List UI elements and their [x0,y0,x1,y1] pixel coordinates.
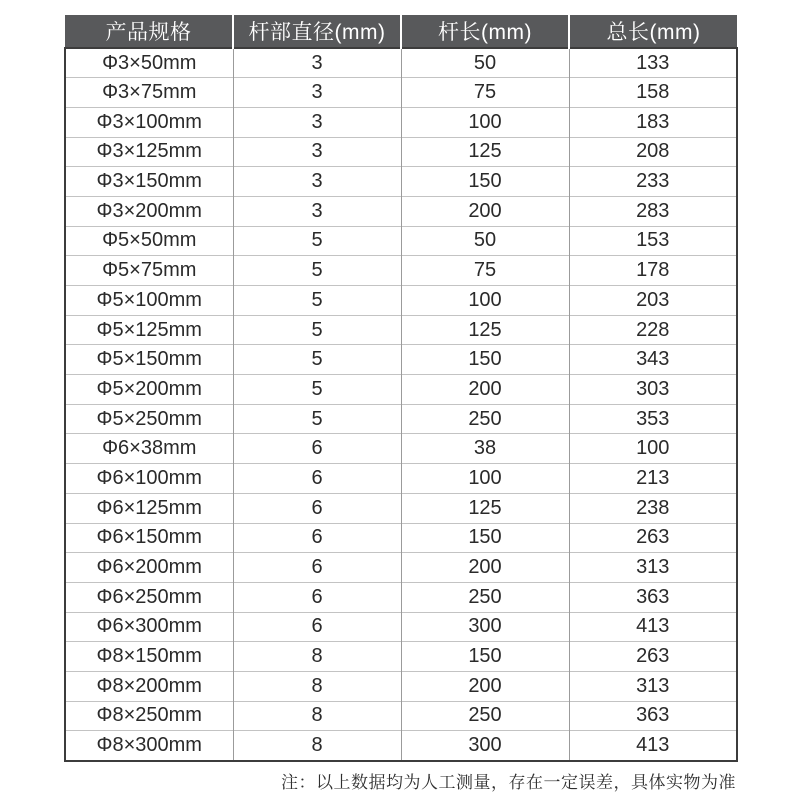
total-length-cell: 303 [569,375,737,405]
rod-length-cell: 100 [401,286,569,316]
rod-length-cell: 150 [401,523,569,553]
rod-length-cell: 200 [401,553,569,583]
diameter-cell: 6 [233,523,401,553]
spec-cell: Φ5×250mm [65,404,233,434]
rod-length-cell: 250 [401,701,569,731]
diameter-cell: 5 [233,345,401,375]
rod-length-cell: 300 [401,612,569,642]
spec-cell: Φ5×100mm [65,286,233,316]
diameter-cell: 5 [233,375,401,405]
table-row [65,523,737,553]
diameter-cell: 8 [233,671,401,701]
table-row [65,196,737,226]
total-length-cell: 213 [569,464,737,494]
table-row [65,137,737,167]
rod-length-cell: 200 [401,671,569,701]
rod-length-cell: 300 [401,731,569,761]
spec-cell: Φ5×150mm [65,345,233,375]
header-rod-length: 杆长(mm) [401,15,569,48]
spec-cell: Φ6×300mm [65,612,233,642]
diameter-cell: 3 [233,137,401,167]
total-length-cell: 413 [569,612,737,642]
spec-table-header [65,15,737,48]
spec-cell: Φ3×75mm [65,78,233,108]
rod-length-cell: 125 [401,493,569,523]
table-row [65,464,737,494]
diameter-cell: 6 [233,434,401,464]
rod-length-cell: 75 [401,78,569,108]
total-length-cell: 363 [569,582,737,612]
rod-length-cell: 125 [401,137,569,167]
table-row [65,671,737,701]
diameter-cell: 5 [233,315,401,345]
spec-cell: Φ3×125mm [65,137,233,167]
spec-cell: Φ3×50mm [65,48,233,78]
total-length-cell: 178 [569,256,737,286]
rod-length-cell: 100 [401,464,569,494]
diameter-cell: 6 [233,582,401,612]
total-length-cell: 263 [569,523,737,553]
diameter-cell: 8 [233,642,401,672]
rod-length-cell: 75 [401,256,569,286]
spec-cell: Φ6×150mm [65,523,233,553]
total-length-cell: 183 [569,107,737,137]
table-row [65,642,737,672]
diameter-cell: 5 [233,286,401,316]
rod-length-cell: 50 [401,226,569,256]
table-row [65,493,737,523]
diameter-cell: 3 [233,167,401,197]
spec-cell: Φ8×150mm [65,642,233,672]
table-row [65,315,737,345]
total-length-cell: 363 [569,701,737,731]
total-length-cell: 343 [569,345,737,375]
table-row [65,582,737,612]
spec-cell: Φ3×150mm [65,167,233,197]
spec-table [64,15,738,762]
spec-cell: Φ8×300mm [65,731,233,761]
table-row [65,48,737,78]
total-length-cell: 353 [569,404,737,434]
table-row [65,78,737,108]
rod-length-cell: 250 [401,404,569,434]
rod-length-cell: 38 [401,434,569,464]
rod-length-cell: 100 [401,107,569,137]
table-row [65,256,737,286]
table-row [65,345,737,375]
rod-length-cell: 125 [401,315,569,345]
diameter-cell: 3 [233,107,401,137]
rod-length-cell: 150 [401,345,569,375]
diameter-cell: 8 [233,701,401,731]
spec-cell: Φ3×100mm [65,107,233,137]
total-length-cell: 263 [569,642,737,672]
diameter-cell: 6 [233,493,401,523]
table-row [65,434,737,464]
spec-table-container [64,15,736,762]
spec-cell: Φ5×125mm [65,315,233,345]
total-length-cell: 313 [569,553,737,583]
table-row [65,553,737,583]
total-length-cell: 100 [569,434,737,464]
total-length-cell: 208 [569,137,737,167]
table-row [65,404,737,434]
table-row [65,701,737,731]
measurement-note: 注：以上数据均为人工测量，存在一定误差，具体实物为准 [281,773,736,792]
header-total-length: 总长(mm) [569,15,737,48]
total-length-cell: 158 [569,78,737,108]
total-length-cell: 238 [569,493,737,523]
rod-length-cell: 50 [401,48,569,78]
total-length-cell: 233 [569,167,737,197]
rod-length-cell: 150 [401,167,569,197]
table-row [65,167,737,197]
spec-cell: Φ3×200mm [65,196,233,226]
diameter-cell: 6 [233,464,401,494]
diameter-cell: 5 [233,256,401,286]
table-row [65,226,737,256]
total-length-cell: 203 [569,286,737,316]
header-row [65,15,737,48]
spec-cell: Φ6×38mm [65,434,233,464]
spec-cell: Φ6×250mm [65,582,233,612]
diameter-cell: 6 [233,553,401,583]
table-row [65,286,737,316]
spec-cell: Φ8×200mm [65,671,233,701]
total-length-cell: 228 [569,315,737,345]
rod-length-cell: 200 [401,375,569,405]
header-rod-diameter: 杆部直径(mm) [233,15,401,48]
spec-cell: Φ6×125mm [65,493,233,523]
rod-length-cell: 200 [401,196,569,226]
spec-cell: Φ5×200mm [65,375,233,405]
total-length-cell: 153 [569,226,737,256]
table-row [65,375,737,405]
total-length-cell: 313 [569,671,737,701]
diameter-cell: 5 [233,404,401,434]
header-product-spec: 产品规格 [65,15,233,48]
diameter-cell: 3 [233,196,401,226]
total-length-cell: 133 [569,48,737,78]
spec-cell: Φ8×250mm [65,701,233,731]
table-row [65,612,737,642]
rod-length-cell: 150 [401,642,569,672]
diameter-cell: 3 [233,78,401,108]
spec-cell: Φ5×75mm [65,256,233,286]
total-length-cell: 283 [569,196,737,226]
table-row [65,107,737,137]
total-length-cell: 413 [569,731,737,761]
table-body [65,48,737,761]
diameter-cell: 6 [233,612,401,642]
diameter-cell: 3 [233,48,401,78]
spec-cell: Φ6×100mm [65,464,233,494]
diameter-cell: 8 [233,731,401,761]
diameter-cell: 5 [233,226,401,256]
spec-cell: Φ6×200mm [65,553,233,583]
spec-cell: Φ5×50mm [65,226,233,256]
rod-length-cell: 250 [401,582,569,612]
table-row [65,731,737,761]
